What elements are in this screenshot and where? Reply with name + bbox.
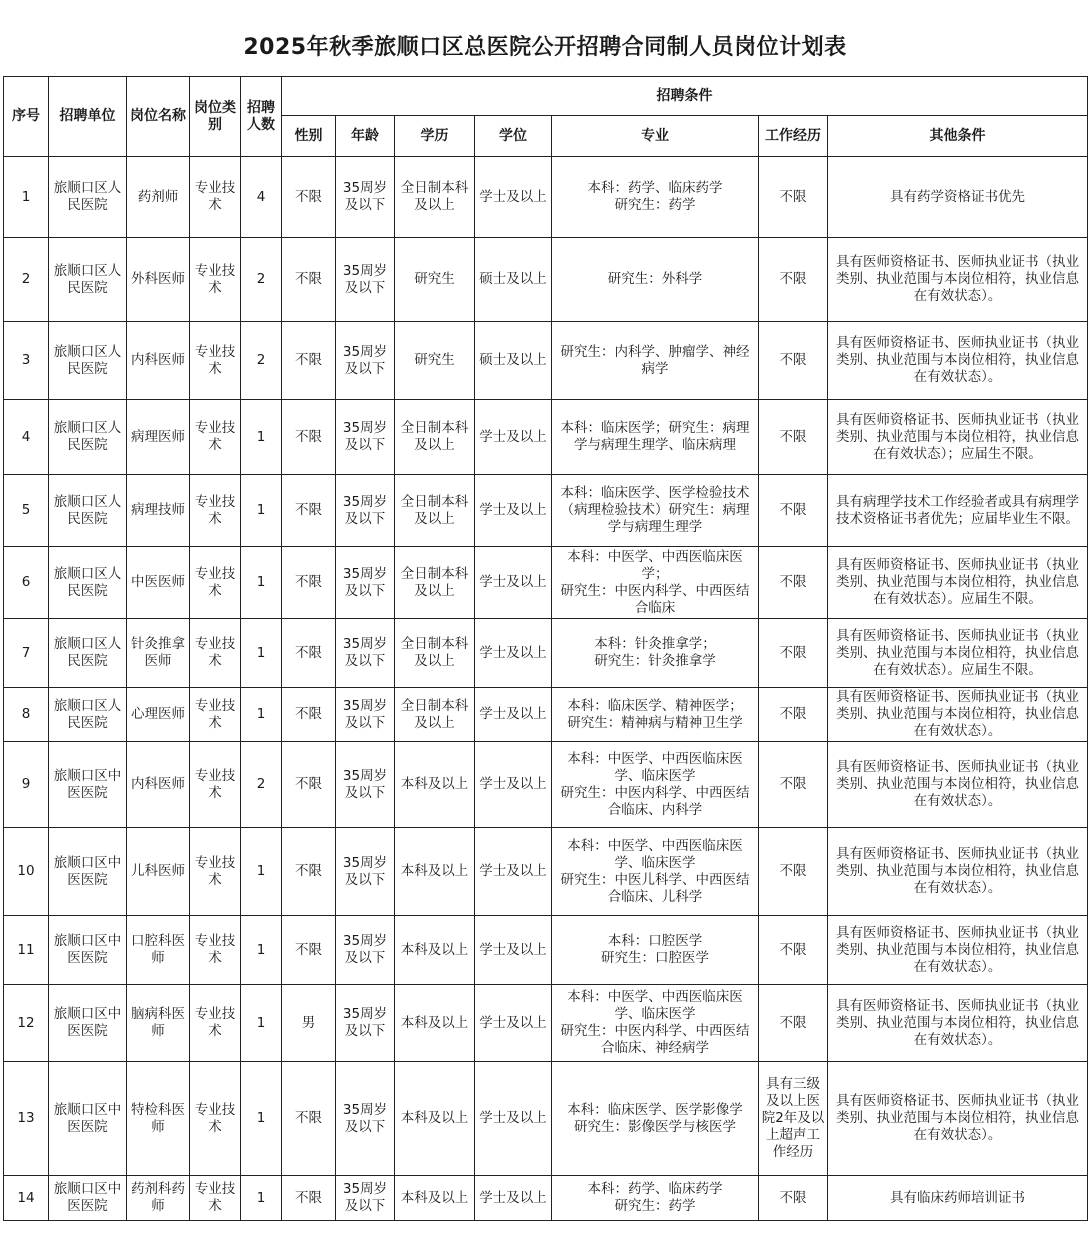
position-cell: 内科医师 — [127, 742, 190, 828]
age-cell: 35周岁及以下 — [336, 688, 395, 742]
education-cell: 全日制本科及以上 — [395, 688, 475, 742]
other-cell: 具有医师资格证书、医师执业证书（执业类别、执业范围与本岗位相符，执业信息在有效状态）；应届生不限。 — [828, 400, 1088, 475]
count-cell: 1 — [241, 400, 282, 475]
position-cell: 针灸推拿医师 — [127, 619, 190, 688]
unit-cell: 旅顺口区人民医院 — [49, 322, 127, 400]
table-row — [4, 322, 1088, 400]
experience-cell: 不限 — [759, 322, 828, 400]
other-cell: 具有医师资格证书、医师执业证书（执业类别、执业范围与本岗位相符，执业信息在有效状态）。 — [828, 985, 1088, 1062]
education-cell: 研究生 — [395, 322, 475, 400]
seq-cell: 5 — [4, 475, 49, 547]
major-cell: 本科：临床医学、医学影像学 研究生：影像医学与核医学 — [552, 1062, 759, 1176]
header-count: 招聘人数 — [241, 77, 282, 157]
age-cell: 35周岁及以下 — [336, 985, 395, 1062]
count-cell: 2 — [241, 238, 282, 322]
education-cell: 研究生 — [395, 238, 475, 322]
other-cell: 具有医师资格证书、医师执业证书（执业类别、执业范围与本岗位相符，执业信息在有效状态）。 — [828, 238, 1088, 322]
category-cell: 专业技术 — [190, 619, 241, 688]
unit-cell: 旅顺口区人民医院 — [49, 547, 127, 619]
category-cell: 专业技术 — [190, 400, 241, 475]
header-position: 岗位名称 — [127, 77, 190, 157]
category-cell: 专业技术 — [190, 157, 241, 238]
experience-cell: 不限 — [759, 985, 828, 1062]
unit-cell: 旅顺口区人民医院 — [49, 238, 127, 322]
other-cell: 具有医师资格证书、医师执业证书（执业类别、执业范围与本岗位相符，执业信息在有效状态）。 — [828, 322, 1088, 400]
header-gender: 性别 — [282, 116, 336, 157]
major-cell: 本科：药学、临床药学 研究生：药学 — [552, 157, 759, 238]
seq-cell: 6 — [4, 547, 49, 619]
category-cell: 专业技术 — [190, 742, 241, 828]
header-conditions: 招聘条件 — [282, 77, 1088, 116]
gender-cell: 不限 — [282, 322, 336, 400]
count-cell: 1 — [241, 619, 282, 688]
position-cell: 病理医师 — [127, 400, 190, 475]
major-cell: 本科：中医学、中西医临床医学、临床医学 研究生：中医儿科学、中西医结合临床、儿科学 — [552, 828, 759, 916]
table-row — [4, 985, 1088, 1062]
gender-cell: 不限 — [282, 400, 336, 475]
category-cell: 专业技术 — [190, 238, 241, 322]
gender-cell: 不限 — [282, 1062, 336, 1176]
age-cell: 35周岁及以下 — [336, 916, 395, 985]
age-cell: 35周岁及以下 — [336, 547, 395, 619]
category-cell: 专业技术 — [190, 688, 241, 742]
degree-cell: 硕士及以上 — [475, 322, 552, 400]
major-cell: 本科：中医学、中西医临床医学、临床医学 研究生：中医内科学、中西医结合临床、神经病学 — [552, 985, 759, 1062]
major-cell: 本科：临床医学、医学检验技术（病理检验技术）研究生：病理学与病理生理学 — [552, 475, 759, 547]
major-cell: 研究生：内科学、肿瘤学、神经病学 — [552, 322, 759, 400]
major-cell: 本科：药学、临床药学 研究生：药学 — [552, 1176, 759, 1221]
gender-cell: 不限 — [282, 547, 336, 619]
degree-cell: 学士及以上 — [475, 619, 552, 688]
age-cell: 35周岁及以下 — [336, 400, 395, 475]
other-cell: 具有医师资格证书、医师执业证书（执业类别、执业范围与本岗位相符，执业信息在有效状态）。 — [828, 916, 1088, 985]
degree-cell: 学士及以上 — [475, 475, 552, 547]
degree-cell: 学士及以上 — [475, 688, 552, 742]
gender-cell: 不限 — [282, 619, 336, 688]
category-cell: 专业技术 — [190, 547, 241, 619]
count-cell: 1 — [241, 547, 282, 619]
major-cell: 本科：口腔医学 研究生：口腔医学 — [552, 916, 759, 985]
table-row — [4, 1176, 1088, 1221]
header-major: 专业 — [552, 116, 759, 157]
unit-cell: 旅顺口区中医医院 — [49, 1176, 127, 1221]
major-cell: 本科：中医学、中西医临床医学； 研究生：中医内科学、中西医结合临床 — [552, 547, 759, 619]
category-cell: 专业技术 — [190, 828, 241, 916]
seq-cell: 12 — [4, 985, 49, 1062]
unit-cell: 旅顺口区人民医院 — [49, 157, 127, 238]
table-row — [4, 828, 1088, 916]
table-row — [4, 400, 1088, 475]
category-cell: 专业技术 — [190, 475, 241, 547]
age-cell: 35周岁及以下 — [336, 475, 395, 547]
header-degree: 学位 — [475, 116, 552, 157]
position-cell: 中医医师 — [127, 547, 190, 619]
table-row — [4, 475, 1088, 547]
table-row — [4, 742, 1088, 828]
category-cell: 专业技术 — [190, 322, 241, 400]
education-cell: 全日制本科及以上 — [395, 400, 475, 475]
table-body — [4, 157, 1088, 1221]
gender-cell: 不限 — [282, 916, 336, 985]
category-cell: 专业技术 — [190, 1062, 241, 1176]
position-cell: 心理医师 — [127, 688, 190, 742]
education-cell: 全日制本科及以上 — [395, 475, 475, 547]
page-title: 2025年秋季旅顺口区总医院公开招聘合同制人员岗位计划表 — [243, 35, 847, 60]
gender-cell: 男 — [282, 985, 336, 1062]
gender-cell: 不限 — [282, 157, 336, 238]
experience-cell: 不限 — [759, 742, 828, 828]
other-cell: 具有病理学技术工作经验者或具有病理学技术资格证书者优先；应届毕业生不限。 — [828, 475, 1088, 547]
seq-cell: 11 — [4, 916, 49, 985]
experience-cell: 不限 — [759, 619, 828, 688]
header-education: 学历 — [395, 116, 475, 157]
table-row — [4, 1062, 1088, 1176]
count-cell: 1 — [241, 1062, 282, 1176]
unit-cell: 旅顺口区人民医院 — [49, 619, 127, 688]
degree-cell: 学士及以上 — [475, 1062, 552, 1176]
major-cell: 本科：临床医学；研究生：病理学与病理生理学、临床病理 — [552, 400, 759, 475]
experience-cell: 不限 — [759, 547, 828, 619]
header-age: 年龄 — [336, 116, 395, 157]
education-cell: 全日制本科及以上 — [395, 157, 475, 238]
seq-cell: 7 — [4, 619, 49, 688]
table-row — [4, 619, 1088, 688]
unit-cell: 旅顺口区中医医院 — [49, 985, 127, 1062]
unit-cell: 旅顺口区中医医院 — [49, 1062, 127, 1176]
degree-cell: 学士及以上 — [475, 985, 552, 1062]
position-cell: 特检科医师 — [127, 1062, 190, 1176]
gender-cell: 不限 — [282, 688, 336, 742]
position-cell: 药剂师 — [127, 157, 190, 238]
age-cell: 35周岁及以下 — [336, 1176, 395, 1221]
degree-cell: 学士及以上 — [475, 1176, 552, 1221]
degree-cell: 学士及以上 — [475, 742, 552, 828]
table-row — [4, 916, 1088, 985]
count-cell: 2 — [241, 742, 282, 828]
gender-cell: 不限 — [282, 828, 336, 916]
seq-cell: 4 — [4, 400, 49, 475]
experience-cell: 具有三级及以上医院2年及以上超声工作经历 — [759, 1062, 828, 1176]
other-cell: 具有医师资格证书、医师执业证书（执业类别、执业范围与本岗位相符，执业信息在有效状态）。应届生不限。 — [828, 619, 1088, 688]
unit-cell: 旅顺口区中医医院 — [49, 916, 127, 985]
count-cell: 4 — [241, 157, 282, 238]
seq-cell: 1 — [4, 157, 49, 238]
degree-cell: 学士及以上 — [475, 157, 552, 238]
position-cell: 脑病科医师 — [127, 985, 190, 1062]
other-cell: 具有医师资格证书、医师执业证书（执业类别、执业范围与本岗位相符，执业信息在有效状态）。 — [828, 1062, 1088, 1176]
recruitment-plan-table — [3, 76, 1088, 1221]
age-cell: 35周岁及以下 — [336, 322, 395, 400]
seq-cell: 10 — [4, 828, 49, 916]
seq-cell: 13 — [4, 1062, 49, 1176]
experience-cell: 不限 — [759, 828, 828, 916]
age-cell: 35周岁及以下 — [336, 742, 395, 828]
count-cell: 2 — [241, 322, 282, 400]
position-cell: 药剂科药师 — [127, 1176, 190, 1221]
gender-cell: 不限 — [282, 742, 336, 828]
unit-cell: 旅顺口区中医医院 — [49, 828, 127, 916]
table-row — [4, 547, 1088, 619]
count-cell: 1 — [241, 828, 282, 916]
other-cell: 具有临床药师培训证书 — [828, 1176, 1088, 1221]
other-cell: 具有药学资格证书优先 — [828, 157, 1088, 238]
other-cell: 具有医师资格证书、医师执业证书（执业类别、执业范围与本岗位相符，执业信息在有效状态）。 — [828, 688, 1088, 742]
education-cell: 本科及以上 — [395, 985, 475, 1062]
major-cell: 本科：中医学、中西医临床医学、临床医学 研究生：中医内科学、中西医结合临床、内科学 — [552, 742, 759, 828]
gender-cell: 不限 — [282, 475, 336, 547]
position-cell: 外科医师 — [127, 238, 190, 322]
category-cell: 专业技术 — [190, 1176, 241, 1221]
education-cell: 本科及以上 — [395, 916, 475, 985]
table-row — [4, 238, 1088, 322]
position-cell: 口腔科医师 — [127, 916, 190, 985]
major-cell: 研究生：外科学 — [552, 238, 759, 322]
education-cell: 全日制本科及以上 — [395, 619, 475, 688]
other-cell: 具有医师资格证书、医师执业证书（执业类别、执业范围与本岗位相符，执业信息在有效状态）。 — [828, 742, 1088, 828]
degree-cell: 学士及以上 — [475, 400, 552, 475]
count-cell: 1 — [241, 916, 282, 985]
experience-cell: 不限 — [759, 157, 828, 238]
experience-cell: 不限 — [759, 238, 828, 322]
header-unit: 招聘单位 — [49, 77, 127, 157]
major-cell: 本科：临床医学、精神医学； 研究生：精神病与精神卫生学 — [552, 688, 759, 742]
experience-cell: 不限 — [759, 475, 828, 547]
major-cell: 本科：针灸推拿学； 研究生：针灸推拿学 — [552, 619, 759, 688]
degree-cell: 硕士及以上 — [475, 238, 552, 322]
age-cell: 35周岁及以下 — [336, 157, 395, 238]
category-cell: 专业技术 — [190, 985, 241, 1062]
degree-cell: 学士及以上 — [475, 547, 552, 619]
header-other: 其他条件 — [828, 116, 1088, 157]
degree-cell: 学士及以上 — [475, 916, 552, 985]
other-cell: 具有医师资格证书、医师执业证书（执业类别、执业范围与本岗位相符，执业信息在有效状态）。应届生不限。 — [828, 547, 1088, 619]
table-row — [4, 688, 1088, 742]
experience-cell: 不限 — [759, 400, 828, 475]
position-cell: 内科医师 — [127, 322, 190, 400]
degree-cell: 学士及以上 — [475, 828, 552, 916]
header-seq: 序号 — [4, 77, 49, 157]
unit-cell: 旅顺口区人民医院 — [49, 688, 127, 742]
count-cell: 1 — [241, 688, 282, 742]
experience-cell: 不限 — [759, 1176, 828, 1221]
education-cell: 本科及以上 — [395, 1062, 475, 1176]
unit-cell: 旅顺口区中医医院 — [49, 742, 127, 828]
header-experience: 工作经历 — [759, 116, 828, 157]
age-cell: 35周岁及以下 — [336, 1062, 395, 1176]
count-cell: 1 — [241, 1176, 282, 1221]
count-cell: 1 — [241, 475, 282, 547]
experience-cell: 不限 — [759, 688, 828, 742]
seq-cell: 9 — [4, 742, 49, 828]
age-cell: 35周岁及以下 — [336, 238, 395, 322]
unit-cell: 旅顺口区人民医院 — [49, 400, 127, 475]
header-category: 岗位类别 — [190, 77, 241, 157]
category-cell: 专业技术 — [190, 916, 241, 985]
table-row — [4, 157, 1088, 238]
gender-cell: 不限 — [282, 1176, 336, 1221]
education-cell: 本科及以上 — [395, 828, 475, 916]
gender-cell: 不限 — [282, 238, 336, 322]
age-cell: 35周岁及以下 — [336, 828, 395, 916]
count-cell: 1 — [241, 985, 282, 1062]
experience-cell: 不限 — [759, 916, 828, 985]
position-cell: 病理技师 — [127, 475, 190, 547]
education-cell: 本科及以上 — [395, 1176, 475, 1221]
seq-cell: 2 — [4, 238, 49, 322]
other-cell: 具有医师资格证书、医师执业证书（执业类别、执业范围与本岗位相符，执业信息在有效状态）。 — [828, 828, 1088, 916]
seq-cell: 14 — [4, 1176, 49, 1221]
age-cell: 35周岁及以下 — [336, 619, 395, 688]
unit-cell: 旅顺口区人民医院 — [49, 475, 127, 547]
education-cell: 全日制本科及以上 — [395, 547, 475, 619]
seq-cell: 8 — [4, 688, 49, 742]
position-cell: 儿科医师 — [127, 828, 190, 916]
seq-cell: 3 — [4, 322, 49, 400]
education-cell: 本科及以上 — [395, 742, 475, 828]
